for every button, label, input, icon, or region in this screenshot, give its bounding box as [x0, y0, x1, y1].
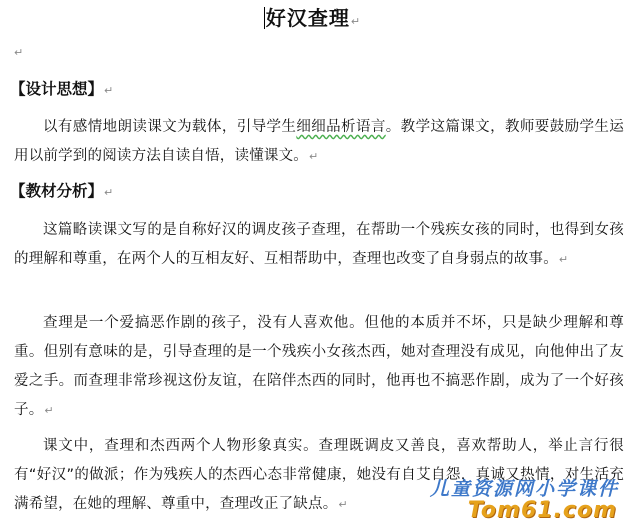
paragraph-mark-icon: ↵	[104, 84, 114, 97]
paragraph-mark-icon: ↵	[14, 46, 24, 59]
document-title	[0, 4, 625, 36]
paragraph-design: 以有感情地朗读课文为载体，引导学生细细品析语言。教学这篇课文，教师要鼓励学生运用以前学到的阅读方法自读自悟，读懂课文。↵	[14, 119, 624, 164]
text-cursor	[264, 7, 265, 29]
watermark-cn: 儿童资源网小学课件	[429, 478, 619, 500]
paragraph-mark-icon: ↵	[558, 253, 569, 266]
paragraph-mark-icon: ↵	[309, 150, 319, 163]
paragraph-analysis-3: 课文中，查理和杰西两个人物形象真实。查理既调皮又善良，喜欢帮助人，举止言行很有“好汉”的做派；作为残疾人的杰西心态非常健康，她没有自艾自怨，真诚又热情，对生活充满希望，在她的理解、尊重中，查理改正了缺点。↵	[14, 438, 624, 512]
paragraph-analysis-2: 查理是一个爱搞恶作剧的孩子，没有人喜欢他。但他的本质并不坏，只是缺少理解和尊重。但别有意味的是，引导查理的是一个残疾小女孩杰西，她对查理没有成见，向他伸出了友爱之手。而查理非常珍视这份友谊，在陪伴杰西的同时，他再也不搞恶作剧，成为了一个好孩子。↵	[14, 315, 624, 418]
paragraph-mark-icon: ↵	[104, 186, 114, 199]
watermark-logo	[406, 474, 621, 526]
section-heading-analysis: 【教材分析】↵	[10, 182, 114, 200]
paragraph-mark-icon: ↵	[44, 404, 54, 417]
paragraph-analysis-1: 这篇略读课文写的是自称好汉的调皮孩子查理，在帮助一个残疾女孩的同时，也得到女孩的理解和尊重，在两个人的互相友好、互相帮助中，查理也改变了自身弱点的故事。↵	[14, 222, 624, 267]
title-text: 好汉查理	[265, 6, 350, 30]
section-heading-design: 【设计思想】↵	[10, 80, 114, 98]
watermark-en: Tom61.com	[467, 498, 617, 523]
grammar-underline: 细细品析语言	[296, 119, 386, 135]
paragraph-mark-icon: ↵	[350, 15, 362, 28]
paragraph-mark-icon: ↵	[338, 498, 348, 511]
